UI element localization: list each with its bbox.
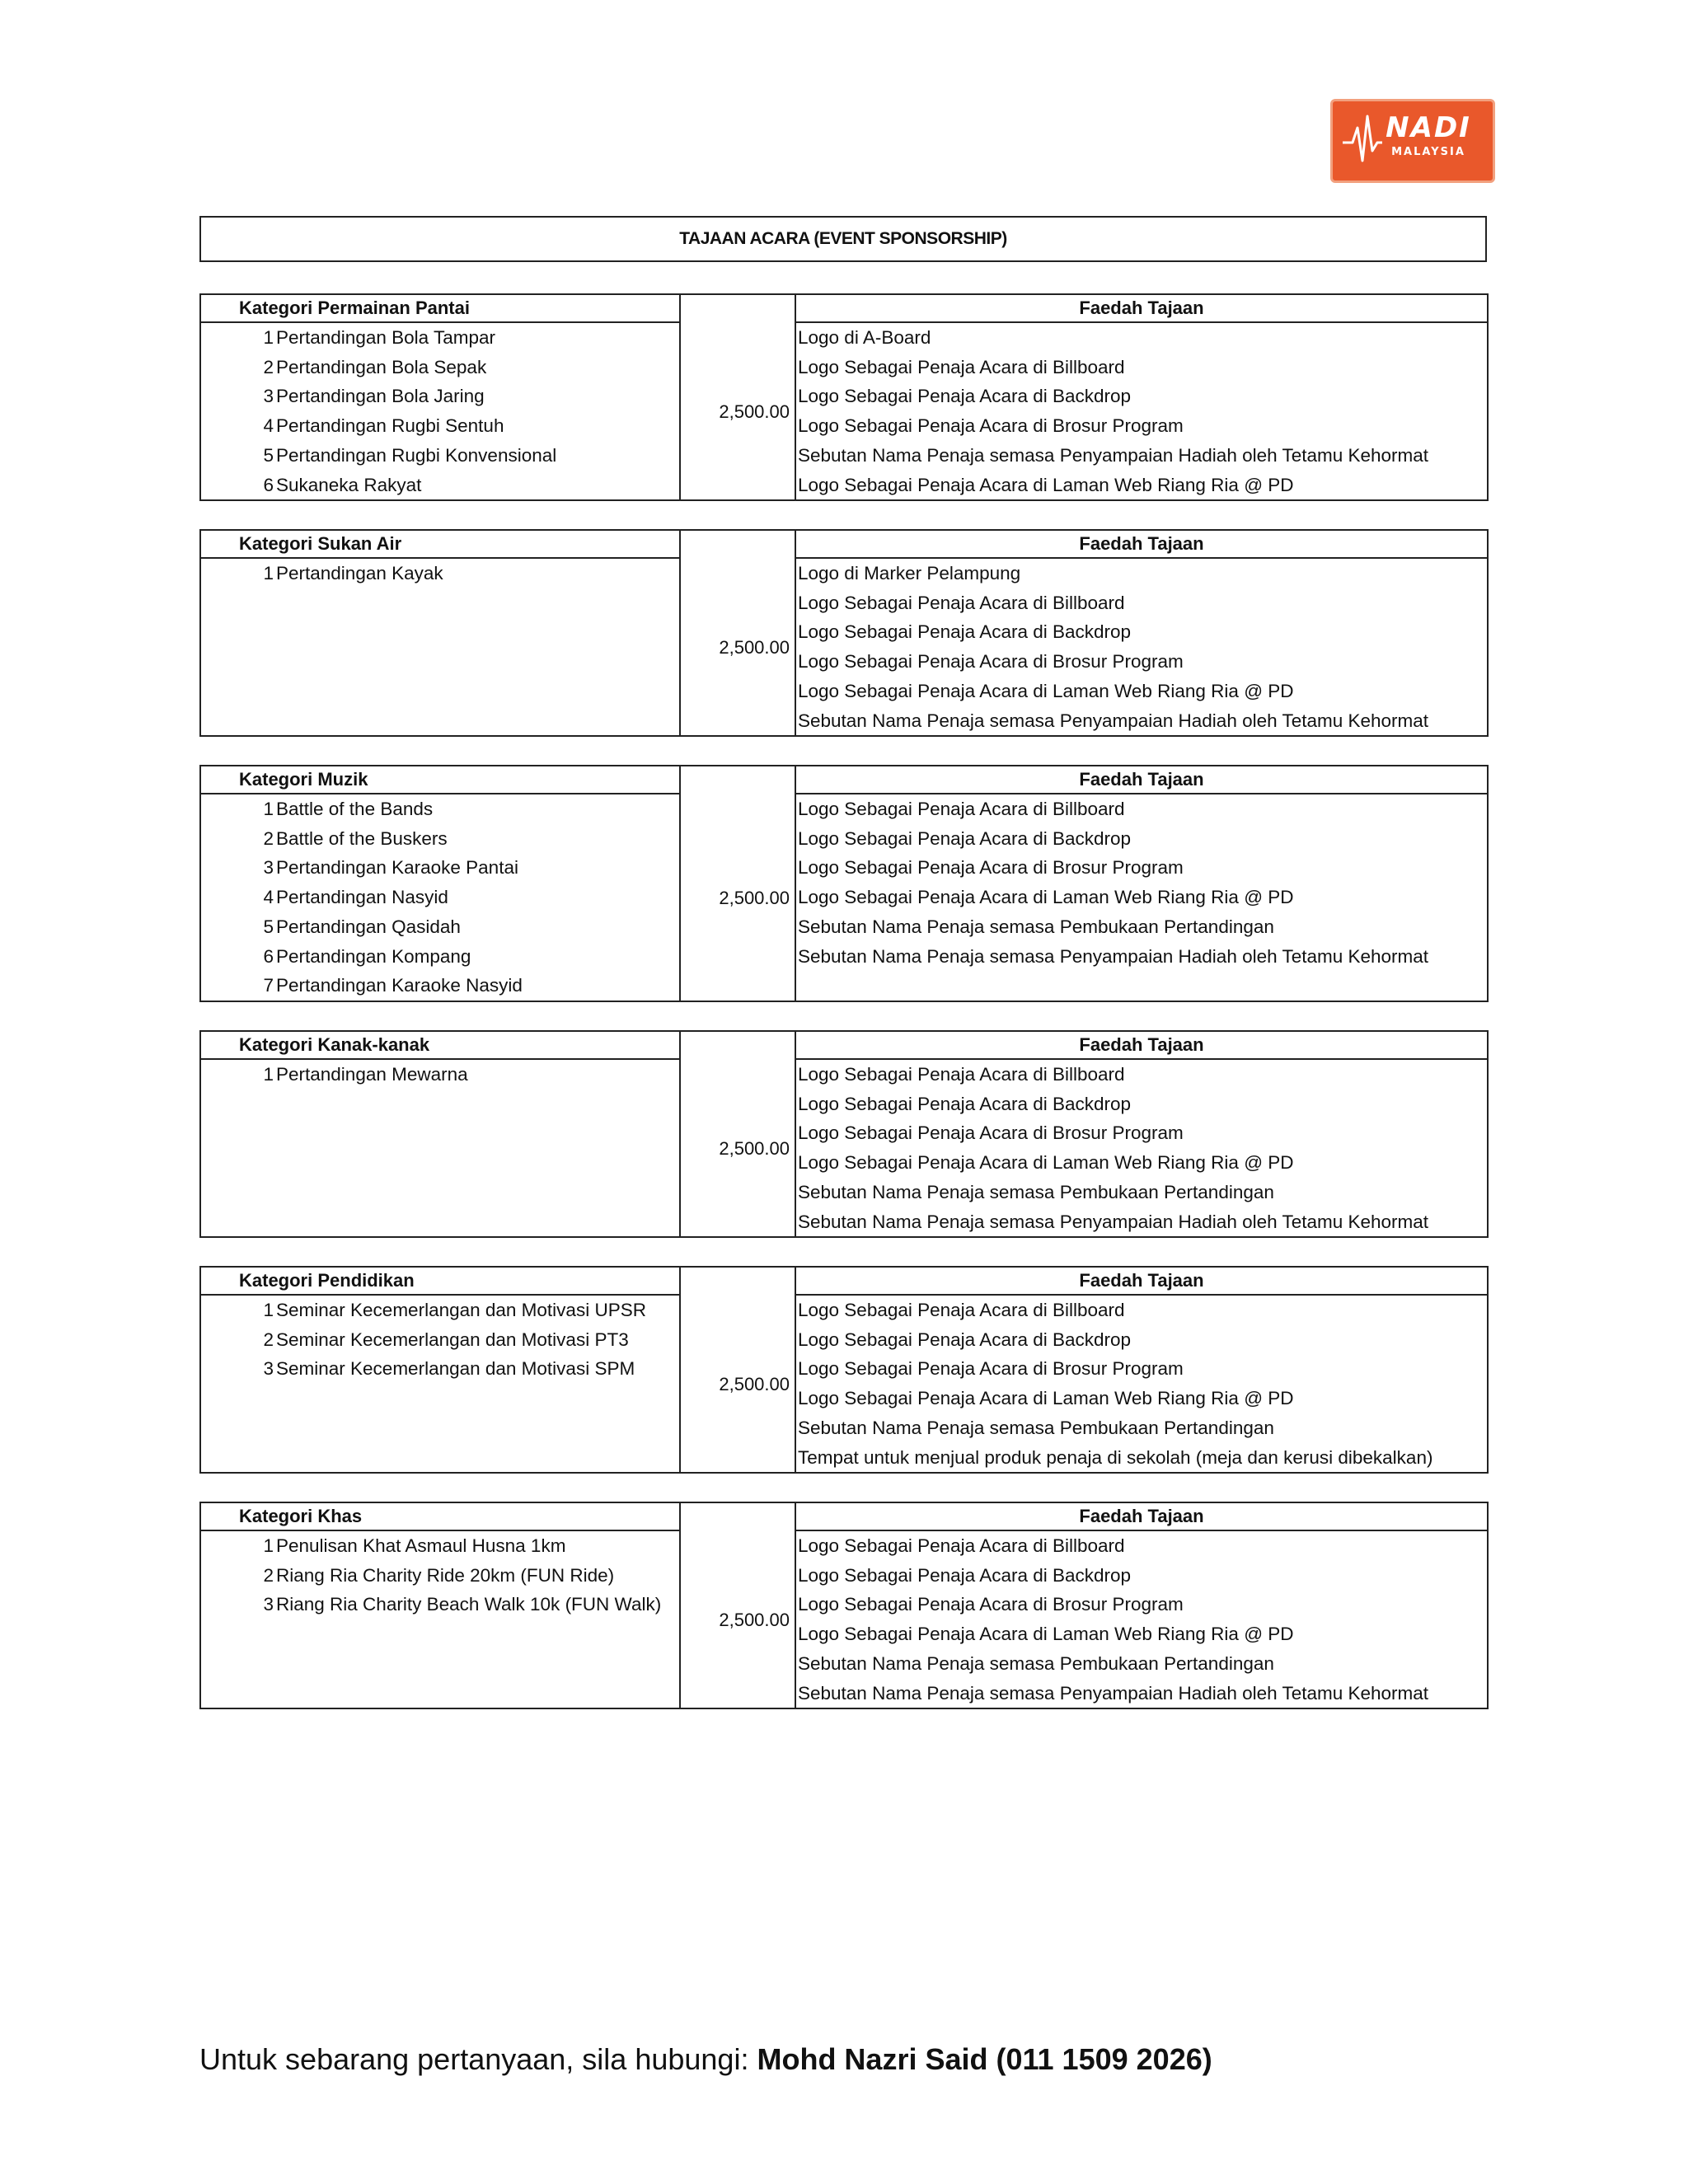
event-number: 1 [263, 1300, 274, 1320]
event-number: 4 [263, 887, 274, 908]
sponsorship-amount: 2,500.00 [719, 1374, 790, 1394]
benefit-item: Logo Sebagai Penaja Acara di Laman Web Riang Ria @ PD [798, 1152, 1294, 1174]
benefit-item: Logo Sebagai Penaja Acara di Brosur Program [798, 1358, 1184, 1380]
logo-text-malaysia: MALAYSIA [1391, 146, 1465, 158]
event-name: Battle of the Bands [276, 799, 434, 819]
benefit-item: Logo Sebagai Penaja Acara di Billboard [798, 1300, 1125, 1320]
event-name: Pertandingan Kompang [276, 945, 471, 967]
benefit-item: Sebutan Nama Penaja semasa Pembukaan Pertandingan [798, 1181, 1274, 1202]
event-number: 6 [263, 474, 274, 495]
event-name: Pertandingan Bola Tampar [276, 327, 496, 348]
sponsorship-amount: 2,500.00 [719, 1138, 790, 1159]
event-name: Seminar Kecemerlangan dan Motivasi PT3 [276, 1329, 629, 1350]
benefit-item: Sebutan Nama Penaja semasa Penyampaian Hadiah oleh Tetamu Kehormat [798, 444, 1429, 466]
event-number: 1 [263, 563, 274, 583]
benefit-item: Logo Sebagai Penaja Acara di Backdrop [798, 1093, 1132, 1114]
benefits-header: Faedah Tajaan [1079, 533, 1204, 554]
sponsorship-amount: 2,500.00 [719, 637, 790, 658]
event-number: 1 [263, 1064, 274, 1085]
benefit-item: Logo Sebagai Penaja Acara di Billboard [798, 592, 1125, 613]
benefit-item: Logo Sebagai Penaja Acara di Laman Web Riang Ria @ PD [798, 474, 1294, 495]
event-name: Pertandingan Qasidah [276, 916, 461, 937]
benefit-item: Sebutan Nama Penaja semasa Pembukaan Pertandingan [798, 1652, 1274, 1674]
event-number: 5 [263, 444, 274, 466]
logo-text-nadi: NADI [1386, 111, 1471, 144]
event-number: 2 [263, 356, 274, 377]
sponsorship-amount: 2,500.00 [719, 888, 790, 908]
benefit-item: Logo Sebagai Penaja Acara di Laman Web Riang Ria @ PD [798, 1388, 1294, 1409]
benefits-header: Faedah Tajaan [1079, 769, 1204, 790]
sponsorship-amount: 2,500.00 [719, 401, 790, 422]
event-number: 2 [263, 1564, 274, 1586]
event-name: Pertandingan Kayak [276, 563, 443, 583]
event-number: 4 [263, 415, 274, 437]
benefit-item: Logo di Marker Pelampung [798, 563, 1021, 583]
event-name: Riang Ria Charity Beach Walk 10k (FUN Walk) [276, 1594, 662, 1615]
event-number: 7 [263, 975, 274, 996]
event-name: Battle of the Buskers [276, 827, 448, 849]
event-name: Penulisan Khat Asmaul Husna 1km [276, 1535, 566, 1556]
event-number: 1 [263, 327, 274, 348]
benefit-item: Sebutan Nama Penaja semasa Penyampaian Hadiah oleh Tetamu Kehormat [798, 710, 1429, 731]
event-name: Sukaneka Rakyat [276, 474, 422, 495]
benefit-item: Logo Sebagai Penaja Acara di Billboard [798, 1064, 1125, 1085]
category-section [199, 1030, 1490, 1238]
benefit-item: Logo Sebagai Penaja Acara di Backdrop [798, 386, 1132, 407]
benefit-item: Logo Sebagai Penaja Acara di Brosur Program [798, 415, 1184, 437]
category-section [199, 1502, 1490, 1709]
event-name: Pertandingan Bola Jaring [276, 386, 485, 407]
event-name: Pertandingan Karaoke Nasyid [276, 975, 523, 996]
benefit-item: Logo Sebagai Penaja Acara di Laman Web Riang Ria @ PD [798, 1624, 1294, 1645]
benefit-item: Logo Sebagai Penaja Acara di Billboard [798, 799, 1125, 819]
benefit-item: Sebutan Nama Penaja semasa Pembukaan Pertandingan [798, 1417, 1274, 1438]
event-name: Pertandingan Rugbi Konvensional [276, 444, 557, 466]
event-name: Pertandingan Bola Sepak [276, 356, 487, 377]
event-name: Pertandingan Rugbi Sentuh [276, 415, 504, 437]
event-number: 3 [263, 1358, 274, 1380]
sponsorship-amount: 2,500.00 [719, 1610, 790, 1630]
category-title: Kategori Pendidikan [239, 1270, 415, 1291]
contact-person: Mohd Nazri Said (011 1509 2026) [757, 2042, 1212, 2076]
category-section [199, 293, 1490, 501]
benefits-header: Faedah Tajaan [1079, 1270, 1204, 1291]
category-title: Kategori Khas [239, 1506, 363, 1526]
category-section [199, 529, 1490, 737]
event-number: 3 [263, 386, 274, 407]
event-number: 6 [263, 945, 274, 967]
benefit-item: Logo Sebagai Penaja Acara di Billboard [798, 356, 1125, 377]
event-number: 3 [263, 1594, 274, 1615]
event-number: 1 [263, 1535, 274, 1556]
event-number: 1 [263, 799, 274, 819]
category-section [199, 1266, 1490, 1474]
category-title: Kategori Sukan Air [239, 533, 402, 554]
event-name: Riang Ria Charity Ride 20km (FUN Ride) [276, 1564, 615, 1586]
category-title: Kategori Muzik [239, 769, 368, 790]
event-number: 5 [263, 916, 274, 937]
benefit-item: Logo Sebagai Penaja Acara di Laman Web Riang Ria @ PD [798, 680, 1294, 701]
event-name: Pertandingan Mewarna [276, 1064, 468, 1085]
category-section [199, 765, 1490, 1002]
benefit-item: Logo Sebagai Penaja Acara di Backdrop [798, 1329, 1132, 1350]
contact-footer [199, 2042, 1212, 2077]
category-title: Kategori Kanak-kanak [239, 1034, 430, 1055]
event-number: 3 [263, 857, 274, 879]
benefit-item: Logo Sebagai Penaja Acara di Brosur Program [798, 1594, 1184, 1615]
event-name: Pertandingan Karaoke Pantai [276, 857, 518, 879]
event-name: Seminar Kecemerlangan dan Motivasi SPM [276, 1358, 635, 1380]
benefit-item: Logo Sebagai Penaja Acara di Backdrop [798, 827, 1132, 849]
benefit-item: Logo Sebagai Penaja Acara di Brosur Program [798, 857, 1184, 879]
benefit-item: Logo Sebagai Penaja Acara di Brosur Program [798, 651, 1184, 673]
benefit-item: Logo di A-Board [798, 327, 931, 348]
benefit-item: Logo Sebagai Penaja Acara di Brosur Program [798, 1122, 1184, 1144]
event-name: Seminar Kecemerlangan dan Motivasi UPSR [276, 1300, 646, 1320]
event-number: 2 [263, 827, 274, 849]
benefit-item: Sebutan Nama Penaja semasa Pembukaan Pertandingan [798, 916, 1274, 937]
benefit-item: Logo Sebagai Penaja Acara di Backdrop [798, 621, 1132, 643]
page-title: TAJAAN ACARA (EVENT SPONSORSHIP) [199, 216, 1487, 262]
benefits-header: Faedah Tajaan [1079, 1034, 1204, 1055]
benefit-item: Sebutan Nama Penaja semasa Penyampaian Hadiah oleh Tetamu Kehormat [798, 1211, 1429, 1232]
benefits-header: Faedah Tajaan [1079, 298, 1204, 318]
benefits-header: Faedah Tajaan [1079, 1506, 1204, 1526]
benefit-item: Logo Sebagai Penaja Acara di Billboard [798, 1535, 1125, 1556]
event-name: Pertandingan Nasyid [276, 887, 448, 908]
pulse-icon [1341, 110, 1382, 172]
nadi-malaysia-logo [1330, 99, 1495, 183]
category-title: Kategori Permainan Pantai [239, 298, 470, 318]
benefit-item: Sebutan Nama Penaja semasa Penyampaian Hadiah oleh Tetamu Kehormat [798, 1682, 1429, 1704]
event-number: 2 [263, 1329, 274, 1350]
contact-prefix: Untuk sebarang pertanyaan, sila hubungi: [199, 2042, 757, 2076]
benefit-item: Sebutan Nama Penaja semasa Penyampaian Hadiah oleh Tetamu Kehormat [798, 945, 1429, 967]
benefit-item: Logo Sebagai Penaja Acara di Laman Web Riang Ria @ PD [798, 887, 1294, 908]
benefit-item: Tempat untuk menjual produk penaja di sekolah (meja dan kerusi dibekalkan) [798, 1446, 1433, 1468]
benefit-item: Logo Sebagai Penaja Acara di Backdrop [798, 1564, 1132, 1586]
